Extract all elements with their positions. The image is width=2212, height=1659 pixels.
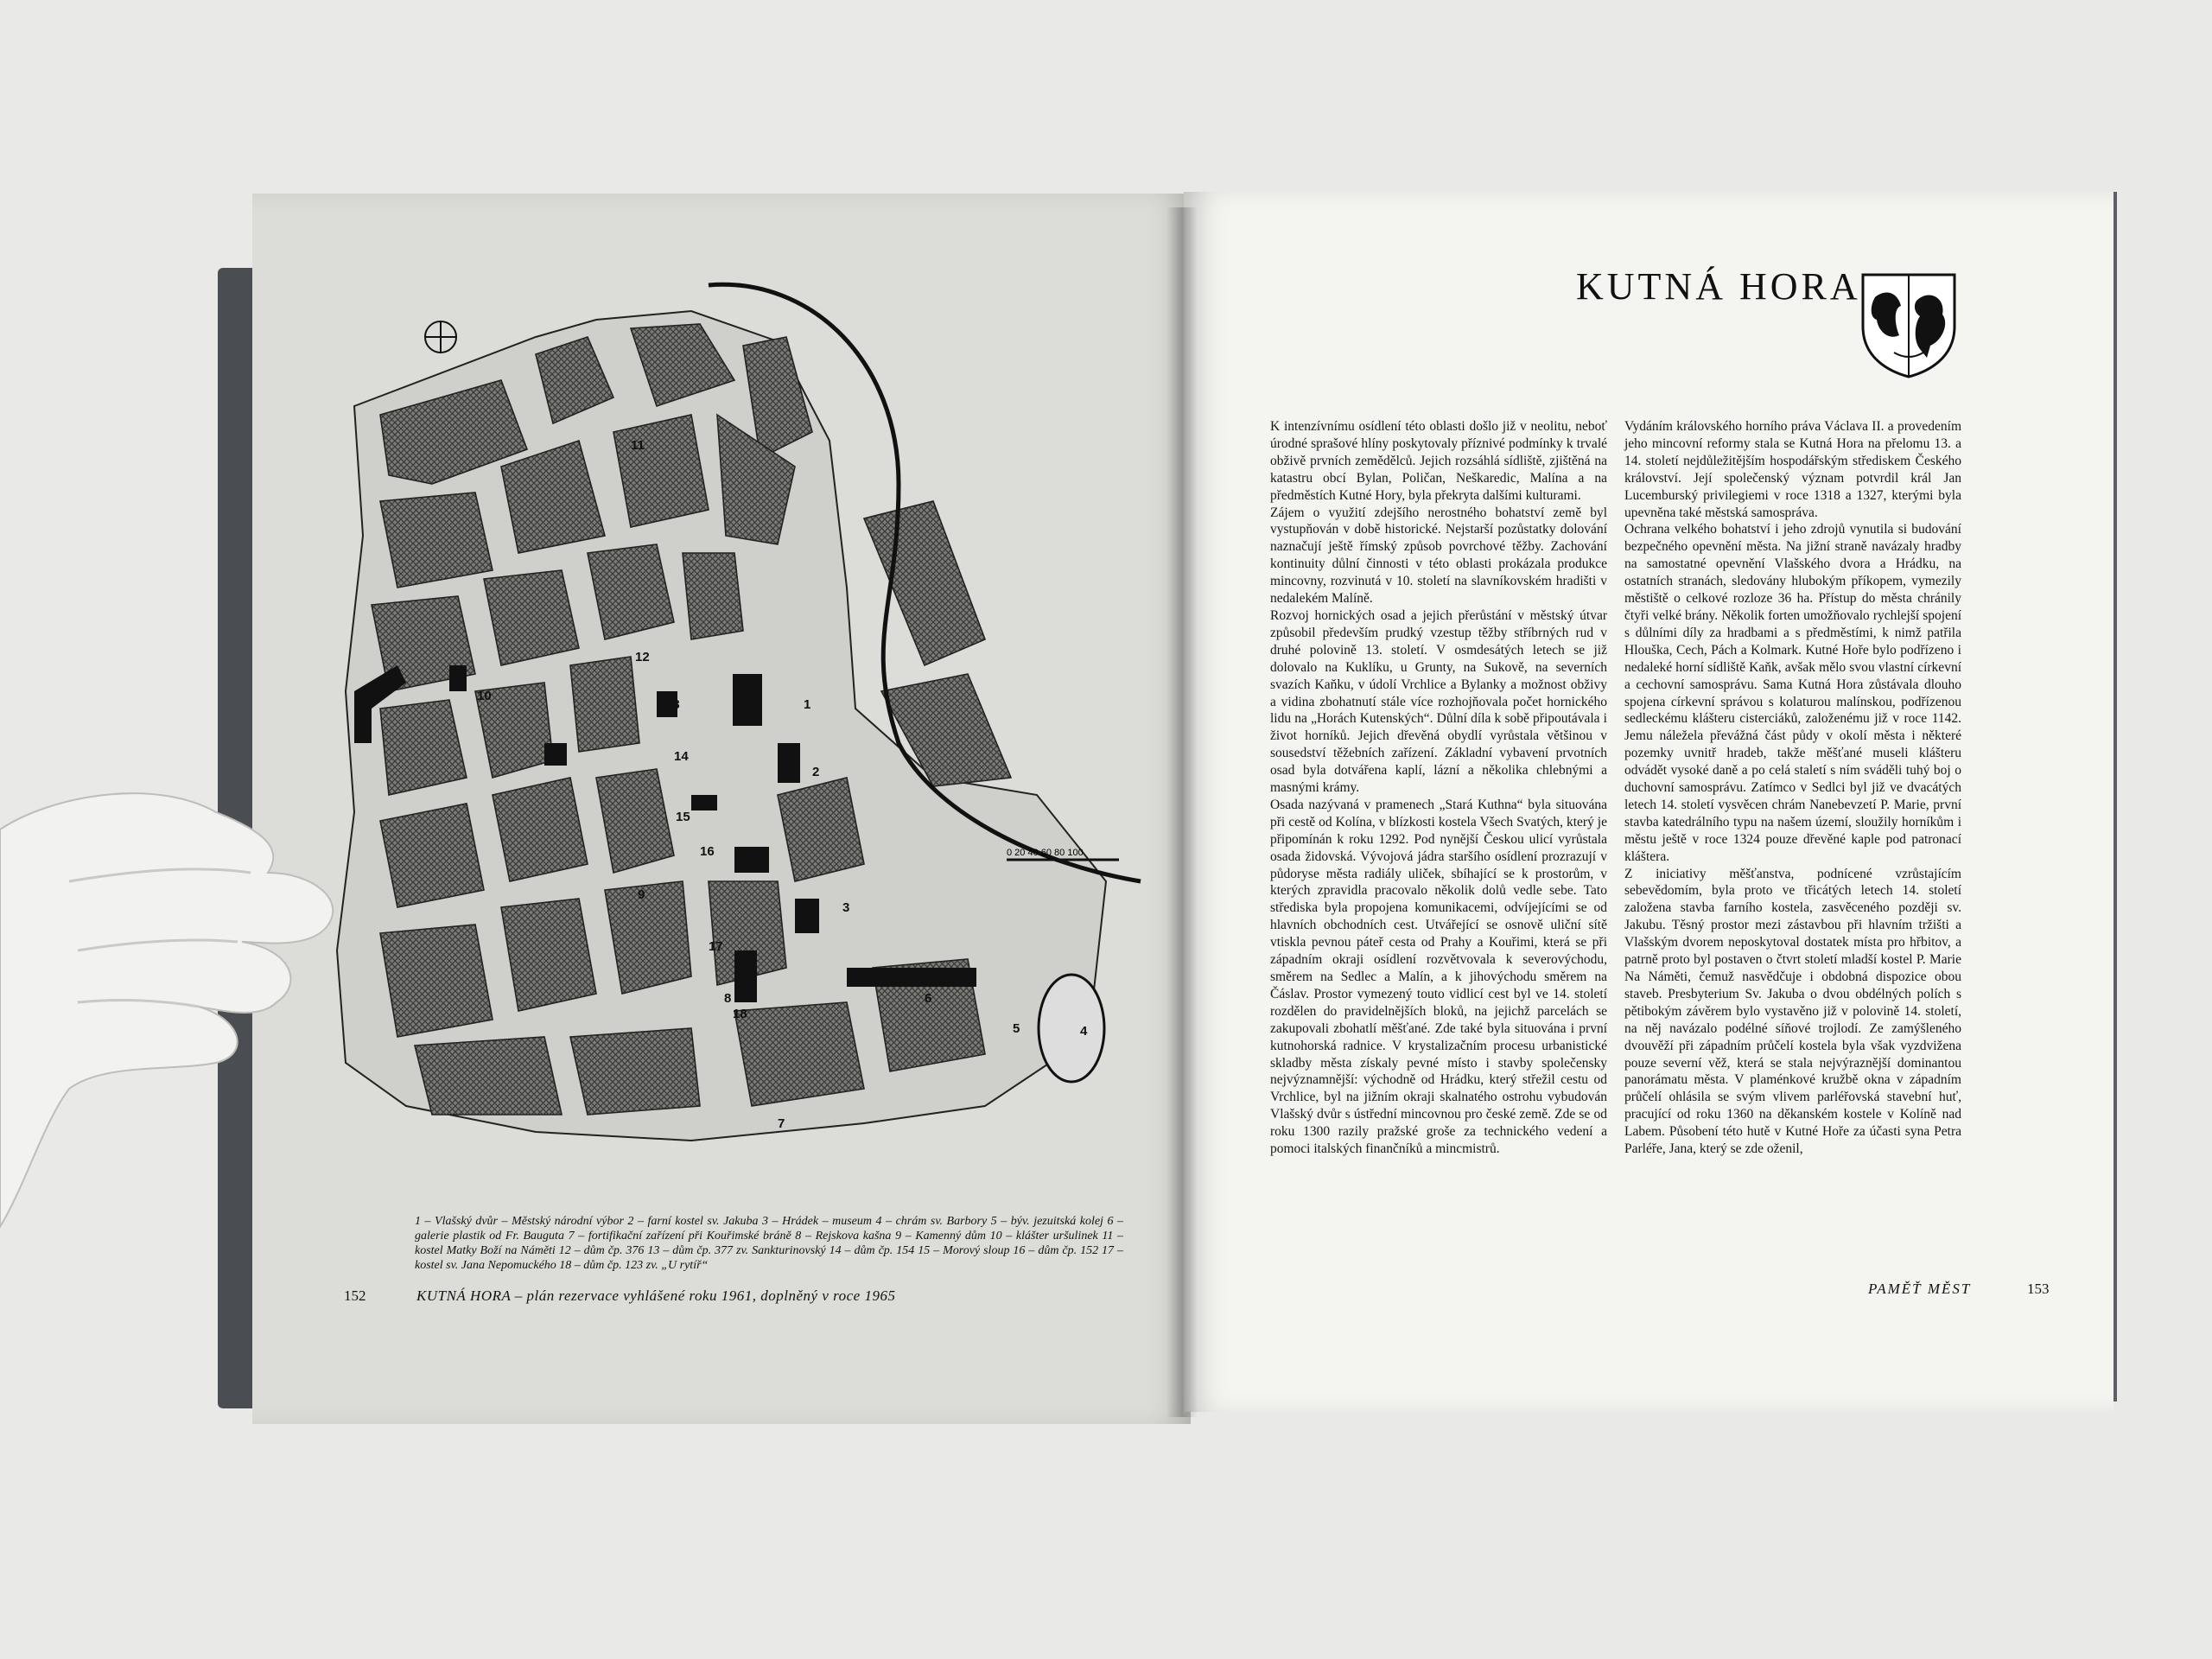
map-label-4: 4 <box>1080 1024 1088 1039</box>
paragraph: Rozvoj hornických osad a jejich přerůstání v městský útvar způsobil především prudký vzestup těžby stříbrných rud v druhé polovině 13. století. V osmdesátých letech se již dolovalo na Kuklíku, u Grunty, na Sukově, na severních svazích Kaňku, v údolí Vrchlice a Bylanky a možnost obživy a vidina zbohatnutí stále více rozhojňovala počet hornického lidu na „Horách Kutenských“. Důlní díla k sobě připoutávala i život horníků. Jejich dřevěná obydlí vyrůstala většinou v sousedství těžebních zařízení. Základní vybavení prvotních osad byla dotvářena kaplí, lázní a několika chlebnými a masnými krámy. <box>1270 607 1607 796</box>
map-label-9: 9 <box>638 887 645 902</box>
text-column-1 <box>1270 418 1607 1158</box>
paragraph: K intenzívnímu osídlení této oblasti došlo již v neolitu, neboť úrodné sprašové hlíny poskytovaly příznivé podmínky k trvalé obživě prvních zemědělců. Jejich rozsáhlá sídliště, zjištěná na katastru obcí Bylan, Poličan, Neškaredic, Malína a na předměstích Kutné Hory, byla překryta dalšími kulturami. <box>1270 419 1607 503</box>
map-label-18: 18 <box>733 1007 747 1021</box>
map-label-3: 3 <box>842 900 850 915</box>
running-footer: PAMĚŤ MĚST <box>1868 1281 1972 1297</box>
map-label-5: 5 <box>1013 1021 1020 1036</box>
map-label-17: 17 <box>709 939 723 954</box>
paragraph: Osada nazývaná v pramenech „Stará Kuthna“ byla situována při cestě od Kolína, v blízkosti kostela Všech Svatých, který je připomínán k roku 1292. Pod nynější Českou ulicí vyrůstala osada židovská. Vývojová jádra staršího osídlení prozrazují v půdoryse města radiály uliček, sbíhající se k prostorům, v kterých zpravidla pracovalo několik dolů vedle sebe. Tato střediska byla propojena komunikacemi, odvíjejícími se od hlavních obchodních cest. Utvářející se osnově uliční sítě vtiskla pevnou páteř cesta od Prahy a Kouřimi, která se při západním okraji osídlení rozvětvovala k severovýchodu, směrem na Sedlec a Malín, a k jihovýchodu směrem na Čáslav. Prostor vymezený touto vidlicí cest byl ve 14. století rozdělen do pravidelnějších bloků, na jejichž parcelách se zakupovali zbohatlí měšťané. Zde také byla situována i první kutnohorská radnice. V krystalizačním procesu urbanistické skladby města získaly pevné místo i stavby společensky nejvýznamnější: východně od Hrádku, který střežil cestu od Vrchlice, byl na jižním okraji skalnatého ostrohu vybudován Vlašský dvůr s ústřední mincovnou pro české země. Zde se od roku 1300 razily pražské groše za technického vedení a pomoci italských finančníků a mincmistrů. <box>1270 797 1607 1157</box>
paragraph: Ochrana velkého bohatství i jeho zdrojů vynutila si budování bezpečného opevnění města. Na jižní straně navázaly hradby na samostatné opevnění Vlašského dvora a Hrádku, na ostatních stranách, sledovány hlubokým příkopem, vymezily městiště o celkové rozloze 36 ha. Přístup do města chránily čtyři velké brány. Několik forten umožňovalo rychlejší spojení s důlními díly za hradbami a s předměstími, k nimž patřila Hlouška, Cech, Pách a Kolmark. Kutné Hoře bylo podřízeno i nedaleké horní sídliště Kaňk, avšak mělo svou vlastní církevní a cechovní samosprávu. Sama Kutná Hora zůstávala dlouho spojena církevní správou s kolaturou malínskou, podřízenou sedleckému klášteru cisterciáků, založenému již v roce 1142. Jemu náležela převážná část půdy v okolí města i některé pozemky uvnitř hradeb, takže měšťané museli klášteru odvádět vysoké daně a po celá staletí s ním sváděli tuhý boj o duchovní samosprávu. Zatímco v Sedlci byl již ve dvacátých letech 14. století vysvěcen chrám Nanebevzetí P. Marie, první stavba katedrálního typu na našem území, sloužily horníkům i městu ještě v roce 1324 pouze dřevěné kaple pod patronací kláštera. <box>1624 522 1961 864</box>
paragraph: Vydáním královského horního práva Václava II. a provedením jeho mincovní reformy stala se Kutná Hora na přelomu 13. a 14. století nejdůležitějším hospodářským střediskem Českého království. Její společenský význam potvrdil král Jan Lucemburský privilegiemi v roce 1318 a 1327, kterými byla upevněna také městská samospráva. <box>1624 419 1961 520</box>
coat-of-arms-icon <box>1859 271 1958 378</box>
map-label-1: 1 <box>804 697 811 712</box>
book-gutter <box>1166 207 1198 1417</box>
map-label-8: 8 <box>724 991 732 1006</box>
gloved-hand <box>0 778 363 1313</box>
map-label-14: 14 <box>674 749 689 764</box>
map-legend: 1 – Vlašský dvůr – Městský národní výbor 2 – farní kostel sv. Jakuba 3 – Hrádek – museum 4 – chrám sv. Barbory 5 – býv. jezuitská kolej 6 – galerie plastik od Fr. Bauguta 7 – fortifikační zařízení při Kouřimské bráně 8 – Rejskova kašna 9 – Kamenný dům 10 – klášter uršulinek 11 – kostel Matky Boží na Náměti 12 – dům čp. 376 13 – dům čp. 377 zv. Sankturinovský 14 – dům čp. 154 15 – Morový sloup 16 – dům čp. 152 17 – kostel sv. Jana Nepomuckého 18 – dům čp. 123 zv. „U rytíř“ <box>415 1215 1123 1272</box>
chapter-title: KUTNÁ HORA <box>1576 265 1861 308</box>
map-label-12: 12 <box>635 650 650 664</box>
page-number-left: 152 <box>344 1287 366 1304</box>
map-label-2: 2 <box>812 765 820 779</box>
map-label-11: 11 <box>631 438 645 453</box>
map-caption: KUTNÁ HORA – plán rezervace vyhlášené roku 1961, doplněný v roce 1965 <box>416 1287 896 1304</box>
text-column-2 <box>1624 418 1961 1158</box>
map-label-15: 15 <box>676 810 690 824</box>
map-label-10: 10 <box>477 689 492 703</box>
map-label-6: 6 <box>925 991 932 1006</box>
map-label-7: 7 <box>778 1116 785 1131</box>
paragraph: Zájem o využití zdejšího nerostného bohatství země byl vystupňován v době historické. Nejstarší pozůstatky dolování naznačují ještě římský způsob povrchové těžby. Zachování kontinuity důlní činnosti v této oblasti prokázala produkce mincovny, rozvinutá v 10. století na slavníkovském hradišti v nedalekém Malíně. <box>1270 505 1607 607</box>
map-scale: 0 20 40 60 80 100 <box>1007 848 1084 858</box>
map-label-13: 13 <box>665 697 680 712</box>
paragraph: Z iniciativy měšťanstva, podnícené vzrůstajícím sebevědomím, byla proto ve třicátých letech 14. století založena stavba farního kostela, zasvěceného později sv. Jakubu. Těsný prostor mezi zástavbou při hlavním tržišti a Vlašským dvorem neposkytoval dostatek místa pro hřbitov, a patrně proto byl postaven o čtvrt století mladší kostel P. Marie Na Náměti, čemuž nasvědčuje i obdobná dispozice obou staveb. Presbyterium Sv. Jakuba o dvou obdélných polích s pětibokým závěrem bylo vystavěno již v polovině 14. století, na něj navázalo podélné síňové trojlodí. Ze zamýšleného dvouvěží při západním průčelí kostela byla však vyzdvižena pouze severní věž, která se stala nejvýraznější dominantou panorámatu města. V plaménkové kružbě okna v západním průčelí ohlásila se svým vlivem parléřovská stavební huť, pracující od roku 1360 na děkanském kostele v Kolíně nad Labem. Působení této hutě v Kutné Hoře za účasti syna Petra Parléře, Jana, který se zde oženil, <box>1624 866 1961 1157</box>
page-number-right: 153 <box>2027 1281 2050 1297</box>
map-label-16: 16 <box>700 844 715 859</box>
town-plan-map <box>328 259 1149 1192</box>
